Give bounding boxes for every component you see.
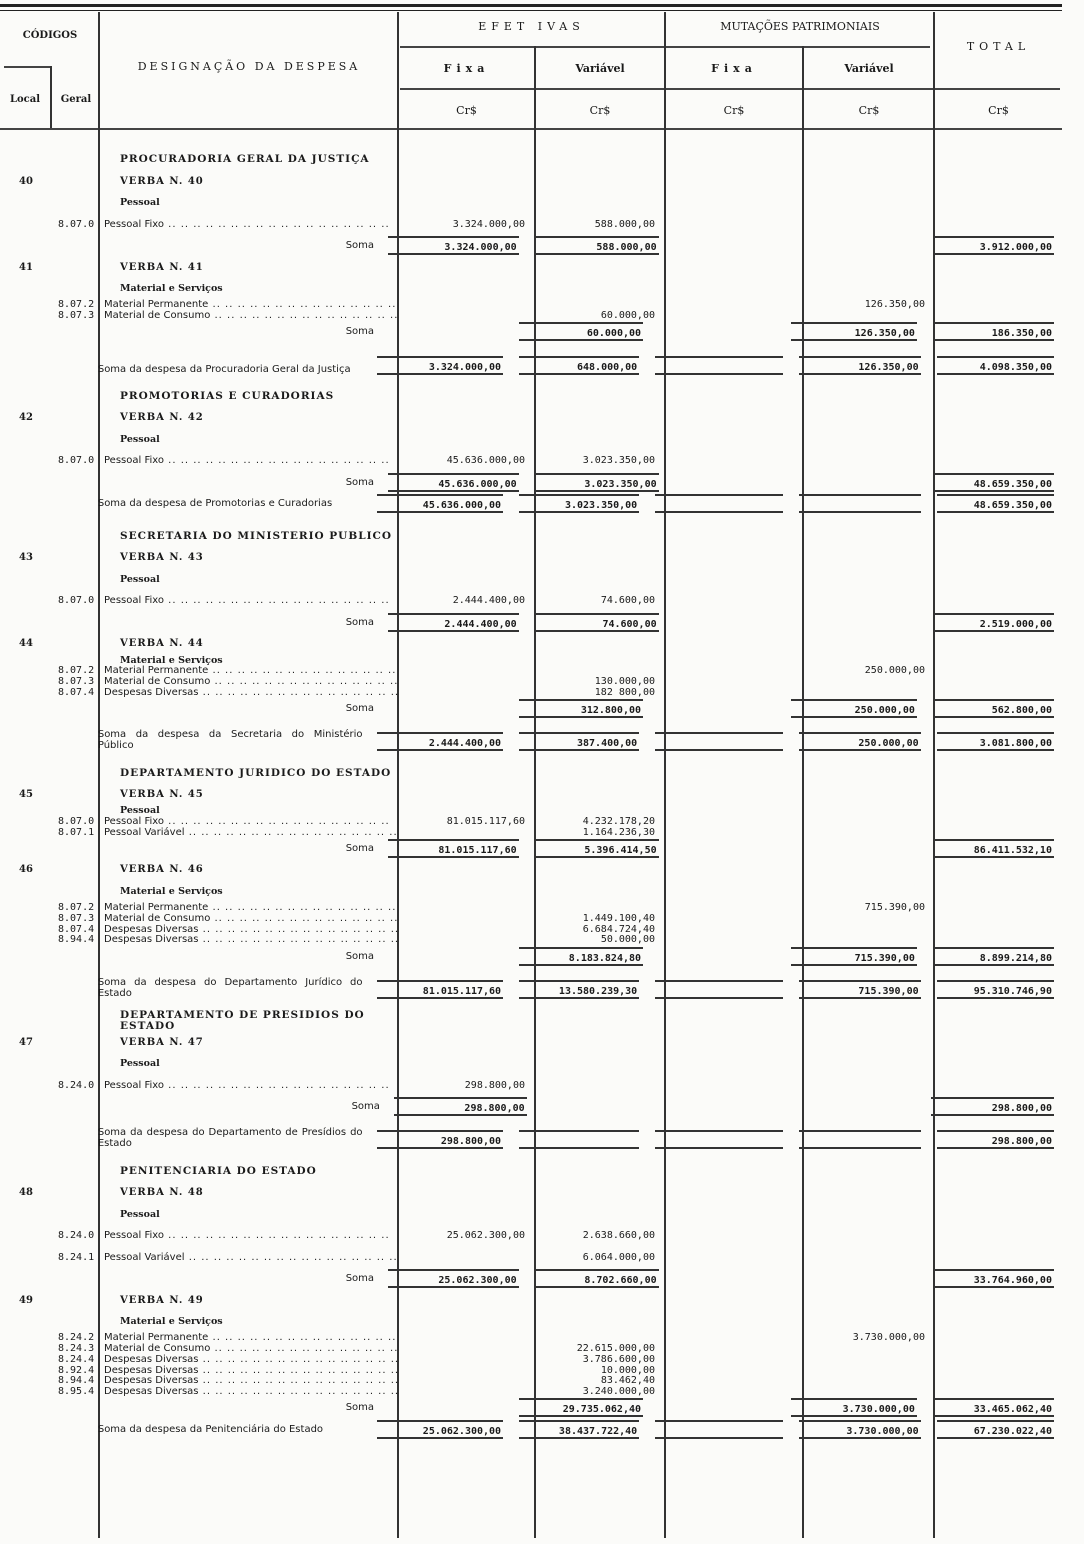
- expense-designation: DEPARTAMENTO JURÍDICO DO ESTADO: [120, 767, 392, 779]
- expense-designation: Soma: [351, 1101, 380, 1113]
- currency-label: Cr$: [988, 104, 1009, 117]
- table-row: [0, 407, 1062, 429]
- table-row: [0, 1332, 1062, 1343]
- efetivas-variavel-value: 3.023.350,00: [535, 473, 659, 492]
- header-designacao: DESIGNAÇÃO DA DESPESA: [137, 60, 361, 73]
- expense-designation: Despesas Diversas .. ..: [100, 1365, 398, 1376]
- mutacoes-variavel-value: 250.000,00: [864, 665, 925, 677]
- efetivas-variavel-value: 182 800,00: [594, 686, 655, 698]
- total-value: 298.800,00: [931, 1097, 1054, 1116]
- mutacoes-variavel-value: 126.350,00: [864, 299, 925, 311]
- expense-designation: VERBA N. 47: [120, 1036, 204, 1048]
- expense-designation: DEPARTAMENTO DE PRESÍDIOS DO ESTADO: [120, 1009, 365, 1032]
- header-efetivas-fixa: Fixa: [443, 62, 490, 75]
- currency-label: Cr$: [723, 104, 745, 117]
- efetivas-variavel-value: [519, 1130, 639, 1149]
- geral-code: 8.24.3: [58, 1343, 95, 1355]
- expense-designation: VERBA N. 44: [120, 638, 204, 650]
- geral-code: 8.24.0: [58, 1230, 95, 1242]
- mutacoes-variavel-value: 715.390,00: [799, 980, 921, 999]
- expense-designation: Despesas Diversas .. ..: [100, 1375, 398, 1386]
- total-value: 4.098.350,00: [937, 356, 1054, 375]
- table-row: [0, 1311, 1062, 1333]
- geral-code: 8.07.2: [58, 902, 95, 914]
- table-row: [0, 805, 1062, 816]
- mutacoes-variavel-value: 3.730.000,00: [852, 1332, 925, 1344]
- efetivas-fixa-value: 298.800,00: [394, 1097, 527, 1116]
- efetivas-variavel-value: 3.786.600,00: [582, 1353, 655, 1365]
- geral-code: 8.07.0: [58, 218, 95, 230]
- header-mutacoes: MUTAÇÕES PATRIMONIAIS: [720, 20, 880, 33]
- geral-code: 8.94.4: [58, 934, 95, 946]
- expense-designation: PENITENCIÁRIA DO ESTADO: [120, 1165, 317, 1177]
- efetivas-variavel-value: 6.684.724,40: [582, 923, 655, 935]
- expense-designation: Pessoal: [120, 1058, 160, 1070]
- expense-designation: VERBA N. 42: [120, 412, 204, 424]
- local-code: 44: [19, 638, 33, 650]
- table-row: [0, 310, 1062, 321]
- table-row: [0, 472, 1062, 494]
- header-codigos: CÓDIGOS: [22, 30, 78, 41]
- mutacoes-fixa-value: [655, 1420, 782, 1439]
- local-code: 43: [19, 552, 33, 564]
- table-row: [0, 526, 1062, 548]
- expense-designation: VERBA N. 40: [120, 175, 204, 187]
- geral-code: 8.07.4: [58, 923, 95, 935]
- mutacoes-fixa-value: [655, 980, 782, 999]
- expense-designation: Material Permanente .. ..: [100, 902, 398, 913]
- expense-designation: Pessoal Fixo .. ..: [100, 1080, 398, 1091]
- efetivas-variavel-value: 130.000,00: [594, 676, 655, 688]
- efetivas-fixa-value: 25.062.300,00: [388, 1269, 519, 1288]
- table-body: [0, 138, 1062, 1440]
- table-row: [0, 493, 1062, 515]
- table-row: [0, 343, 1062, 375]
- geral-code: 8.24.2: [58, 1332, 95, 1344]
- expense-designation: Despesas Diversas .. ..: [100, 687, 398, 698]
- expense-designation: Material Permanente .. ..: [100, 665, 398, 676]
- geral-code: 8.07.3: [58, 310, 95, 322]
- expense-designation: Soma da despesa do Departamento de Presídios do Estado: [97, 1127, 363, 1150]
- efetivas-variavel-value: 83.462,40: [600, 1375, 655, 1387]
- efetivas-variavel-value: 29.735.062,40: [519, 1398, 643, 1417]
- table-row: [0, 816, 1062, 827]
- table-row: [0, 1096, 1062, 1118]
- table-row: [0, 1397, 1062, 1419]
- table-row: [0, 235, 1062, 257]
- table-row: [0, 300, 1062, 311]
- expense-designation: Soma: [345, 616, 375, 628]
- table-row: [0, 171, 1062, 193]
- expense-designation: VERBA N. 43: [120, 552, 204, 564]
- table-row: [0, 838, 1062, 860]
- local-code: 49: [19, 1294, 33, 1306]
- expense-designation: Material e Serviços: [120, 654, 223, 666]
- table-row: [0, 569, 1062, 591]
- expense-designation: Pessoal Fixo .. ..: [100, 1230, 398, 1241]
- efetivas-variavel-value: 312.800,00: [519, 699, 643, 718]
- expense-designation: Pessoal Fixo .. ..: [100, 455, 398, 466]
- local-code: 42: [19, 412, 33, 424]
- table-row: [0, 719, 1062, 751]
- table-row: [0, 1010, 1062, 1032]
- mutacoes-variavel-value: 126.350,00: [799, 356, 921, 375]
- expense-designation: Soma da despesa da Secretaria do Ministério Público: [97, 729, 363, 752]
- efetivas-variavel-value: 4.232.178,20: [582, 815, 655, 827]
- header-mutacoes-variavel: Variável: [844, 62, 894, 75]
- geral-code: 8.07.4: [58, 686, 95, 698]
- geral-code: 8.07.2: [58, 299, 95, 311]
- header-rule: [400, 88, 1060, 90]
- expense-designation: Soma: [345, 1273, 375, 1285]
- efetivas-variavel-value: 648.000,00: [519, 356, 639, 375]
- table-row: [0, 1268, 1062, 1290]
- expense-designation: Material de Consumo .. ..: [100, 1343, 398, 1354]
- table-row: [0, 687, 1062, 698]
- efetivas-fixa-value: 81.015.117,60: [446, 815, 525, 827]
- total-value: 86.411.532,10: [933, 839, 1054, 858]
- expense-designation: Pessoal Fixo .. ..: [100, 219, 398, 230]
- efetivas-variavel-value: 588.000,00: [535, 236, 659, 255]
- table-row: [0, 214, 1062, 236]
- total-value: 48.659.350,00: [933, 473, 1054, 492]
- mutacoes-fixa-value: [655, 732, 782, 751]
- efetivas-variavel-value: 74.600,00: [600, 595, 655, 607]
- efetivas-fixa-value: 2.444.400,00: [388, 613, 519, 632]
- geral-code: 8.24.0: [58, 1079, 95, 1091]
- table-row: [0, 676, 1062, 687]
- geral-code: 8.07.0: [58, 595, 95, 607]
- table-row: [0, 1225, 1062, 1247]
- expense-designation: Soma da despesa do Departamento Jurídico do Estado: [97, 976, 363, 999]
- expense-designation: Pessoal: [120, 573, 160, 585]
- expense-designation: VERBA N. 46: [120, 864, 204, 876]
- total-value: 186.350,00: [933, 322, 1054, 341]
- table-row: [0, 547, 1062, 569]
- expense-designation: VERBA N. 45: [120, 789, 204, 801]
- expense-designation: SECRETARIA DO MINISTÉRIO PÚBLICO: [120, 530, 393, 542]
- expense-designation: Soma: [345, 703, 375, 715]
- table-row: [0, 1182, 1062, 1204]
- geral-code: 8.95.4: [58, 1386, 95, 1398]
- expense-designation: Pessoal Variável .. ..: [100, 827, 398, 838]
- expense-designation: Despesas Diversas .. ..: [100, 934, 398, 945]
- header-geral: Geral: [60, 94, 92, 105]
- table-row: [0, 859, 1062, 881]
- expense-designation: VERBA N. 41: [120, 261, 204, 273]
- table-row: [0, 1074, 1062, 1096]
- efetivas-variavel-value: 8.183.824,80: [519, 947, 643, 966]
- table-row: [0, 192, 1062, 214]
- table-row: [0, 1203, 1062, 1225]
- table-row: [0, 881, 1062, 903]
- total-value: 48.659.350,00: [937, 494, 1054, 513]
- geral-code: 8.92.4: [58, 1364, 95, 1376]
- expense-designation: Material e Serviços: [120, 1316, 223, 1328]
- local-code: 47: [19, 1036, 33, 1048]
- local-code: 40: [19, 175, 33, 187]
- table-row: [0, 450, 1062, 472]
- mutacoes-variavel-value: [799, 494, 921, 513]
- table-row: [0, 1343, 1062, 1354]
- table-row: [0, 1365, 1062, 1376]
- expense-designation: Material e Serviços: [120, 885, 223, 897]
- mutacoes-variavel-value: 715.390,00: [791, 947, 917, 966]
- geral-code: 8.24.1: [58, 1251, 95, 1263]
- expense-designation: Soma: [345, 842, 375, 854]
- efetivas-fixa-value: 2.444.400,00: [452, 595, 525, 607]
- table-header: [0, 12, 1062, 130]
- local-code: 46: [19, 864, 33, 876]
- table-row: [0, 1117, 1062, 1149]
- expense-designation: Pessoal: [120, 433, 160, 445]
- geral-code: 8.07.0: [58, 455, 95, 467]
- total-value: 8.899.214,80: [933, 947, 1054, 966]
- table-row: [0, 1386, 1062, 1397]
- table-row: [0, 590, 1062, 612]
- efetivas-variavel-value: 50.000,00: [600, 934, 655, 946]
- local-code: 41: [19, 261, 33, 273]
- expense-designation: Pessoal Variável .. ..: [100, 1252, 398, 1263]
- total-value: 33.465.062,40: [933, 1398, 1054, 1417]
- table-row: [0, 827, 1062, 838]
- header-bottom-rule: [0, 128, 1062, 130]
- geral-code: 8.07.2: [58, 665, 95, 677]
- efetivas-variavel-value: 3.240.000,00: [582, 1386, 655, 1398]
- local-code: 48: [19, 1187, 33, 1199]
- expense-designation: Soma: [345, 240, 375, 252]
- table-row: [0, 784, 1062, 806]
- expense-designation: Soma: [345, 1402, 375, 1414]
- table-row: [0, 967, 1062, 999]
- expense-designation: Despesas Diversas .. ..: [100, 1354, 398, 1365]
- efetivas-fixa-value: 81.015.117,60: [388, 839, 519, 858]
- geral-code: 8.07.3: [58, 676, 95, 688]
- currency-label: Cr$: [589, 104, 611, 117]
- efetivas-variavel-value: 588.000,00: [594, 218, 655, 230]
- expense-designation: Pessoal Fixo .. ..: [100, 816, 398, 827]
- efetivas-variavel-value: 13.580.239,30: [519, 980, 639, 999]
- efetivas-fixa-value: 3.324.000,00: [452, 218, 525, 230]
- mutacoes-fixa-value: [655, 1130, 782, 1149]
- total-value: 95.310.746,90: [937, 980, 1054, 999]
- total-value: 3.912.000,00: [933, 236, 1054, 255]
- efetivas-variavel-value: 1.164.236,30: [582, 826, 655, 838]
- table-row: [0, 655, 1062, 666]
- mutacoes-variavel-value: 250.000,00: [791, 699, 917, 718]
- mutacoes-variavel-value: 3.730.000,00: [791, 1398, 917, 1417]
- efetivas-variavel-value: 10.000,00: [600, 1364, 655, 1376]
- expense-designation: Soma da despesa da Penitenciária do Estado: [97, 1423, 324, 1435]
- total-value: 562.800,00: [933, 699, 1054, 718]
- expense-designation: Despesas Diversas .. ..: [100, 924, 398, 935]
- table-row: [0, 1053, 1062, 1075]
- efetivas-fixa-value: 45.636.000,00: [388, 473, 519, 492]
- table-row: [0, 902, 1062, 913]
- table-row: [0, 1376, 1062, 1387]
- efetivas-variavel-value: 38.437.722,40: [519, 1420, 639, 1439]
- geral-code: 8.07.3: [58, 912, 95, 924]
- table-row: [0, 1354, 1062, 1365]
- efetivas-variavel-value: 1.449.100,40: [582, 912, 655, 924]
- geral-code: 8.07.0: [58, 815, 95, 827]
- efetivas-fixa-value: 298.800,00: [464, 1079, 525, 1091]
- expense-designation: Material de Consumo .. ..: [100, 310, 398, 321]
- efetivas-fixa-value: 3.324.000,00: [388, 236, 519, 255]
- table-row: [0, 149, 1062, 171]
- efetivas-fixa-value: 25.062.300,00: [377, 1420, 504, 1439]
- mutacoes-variavel-value: [799, 1130, 921, 1149]
- efetivas-variavel-value: 3.023.350,00: [582, 455, 655, 467]
- expense-designation: Pessoal: [120, 1208, 160, 1220]
- efetivas-variavel-value: 6.064.000,00: [582, 1251, 655, 1263]
- efetivas-variavel-value: 8.702.660,00: [535, 1269, 659, 1288]
- expense-designation: Soma da despesa da Procuradoria Geral da Justiça: [97, 363, 351, 375]
- header-efetivas: EFET IVAS: [478, 20, 585, 33]
- expense-designation: Soma: [345, 950, 375, 962]
- header-efetivas-variavel: Variável: [575, 62, 625, 75]
- top-rule: [0, 4, 1062, 11]
- mutacoes-variavel-value: 250.000,00: [799, 732, 921, 751]
- table-row: [0, 633, 1062, 655]
- column-divider: [50, 66, 52, 128]
- total-value: 67.230.022,40: [937, 1420, 1054, 1439]
- header-local: Local: [9, 94, 41, 105]
- efetivas-variavel-value: 74.600,00: [535, 613, 659, 632]
- expense-designation: Material de Consumo .. ..: [100, 676, 398, 687]
- header-total: TOTAL: [966, 40, 1031, 53]
- efetivas-fixa-value: 45.636.000,00: [446, 455, 525, 467]
- currency-label: Cr$: [858, 104, 880, 117]
- header-mutacoes-fixa: Fixa: [711, 62, 757, 75]
- efetivas-fixa-value: 3.324.000,00: [377, 356, 504, 375]
- geral-code: 8.94.4: [58, 1375, 95, 1387]
- table-row: [0, 386, 1062, 408]
- expense-designation: Material Permanente .. ..: [100, 1332, 398, 1343]
- table-row: [0, 698, 1062, 720]
- efetivas-fixa-value: 45.636.000,00: [377, 494, 504, 513]
- mutacoes-variavel-value: 715.390,00: [864, 902, 925, 914]
- table-row: [0, 1031, 1062, 1053]
- table-row: [0, 924, 1062, 935]
- table-row: [0, 257, 1062, 279]
- efetivas-variavel-value: 387.400,00: [519, 732, 639, 751]
- table-row: [0, 278, 1062, 300]
- efetivas-variavel-value: 60.000,00: [600, 310, 655, 322]
- expense-designation: Pessoal Fixo .. ..: [100, 595, 398, 606]
- table-row: [0, 321, 1062, 343]
- expense-designation: Material e Serviços: [120, 283, 223, 295]
- efetivas-variavel-value: 2.638.660,00: [582, 1230, 655, 1242]
- efetivas-fixa-value: 81.015.117,60: [377, 980, 504, 999]
- table-row: [0, 429, 1062, 451]
- table-row: [0, 1160, 1062, 1182]
- currency-label: Cr$: [456, 104, 477, 117]
- efetivas-fixa-value: 2.444.400,00: [377, 732, 504, 751]
- efetivas-variavel-value: 22.615.000,00: [576, 1343, 655, 1355]
- total-value: 2.519.000,00: [933, 613, 1054, 632]
- table-row: [0, 665, 1062, 676]
- expense-designation: Soma: [345, 476, 375, 488]
- header-rule: [4, 66, 50, 68]
- total-value: 33.764.960,00: [933, 1269, 1054, 1288]
- expense-designation: Soma da despesa de Promotorias e Curadorias: [97, 498, 333, 510]
- table-row: [0, 913, 1062, 924]
- total-value: 298.800,00: [937, 1130, 1054, 1149]
- table-row: [0, 935, 1062, 946]
- expense-designation: VERBA N. 48: [120, 1187, 204, 1199]
- expense-designation: Pessoal: [120, 805, 160, 817]
- efetivas-variavel-value: 3.023.350,00: [519, 494, 639, 513]
- expense-designation: Soma: [345, 326, 375, 338]
- efetivas-fixa-value: 25.062.300,00: [446, 1230, 525, 1242]
- mutacoes-fixa-value: [655, 494, 782, 513]
- efetivas-variavel-value: 5.396.414,50: [535, 839, 659, 858]
- expense-designation: Material de Consumo .. ..: [100, 913, 398, 924]
- efetivas-fixa-value: 298.800,00: [377, 1130, 504, 1149]
- mutacoes-variavel-value: 3.730.000,00: [799, 1420, 921, 1439]
- expense-designation: PROCURADORIA GERAL DA JUSTIÇA: [120, 154, 370, 166]
- expense-designation: Despesas Diversas .. ..: [100, 1386, 398, 1397]
- total-value: 3.081.800,00: [937, 732, 1054, 751]
- expense-designation: Material Permanente .. ..: [100, 299, 398, 310]
- local-code: 45: [19, 789, 33, 801]
- expense-designation: VERBA N. 49: [120, 1294, 204, 1306]
- table-row: [0, 1419, 1062, 1441]
- mutacoes-fixa-value: [655, 356, 782, 375]
- table-row: [0, 612, 1062, 634]
- geral-code: 8.24.4: [58, 1353, 95, 1365]
- geral-code: 8.07.1: [58, 826, 95, 838]
- table-row: [0, 1246, 1062, 1268]
- efetivas-variavel-value: 60.000,00: [519, 322, 643, 341]
- table-row: [0, 1289, 1062, 1311]
- table-row: [0, 945, 1062, 967]
- table-row: [0, 762, 1062, 784]
- expense-designation: PROMOTORIAS E CURADORIAS: [120, 390, 335, 402]
- mutacoes-variavel-value: 126.350,00: [791, 322, 917, 341]
- expense-designation: Pessoal: [120, 197, 160, 209]
